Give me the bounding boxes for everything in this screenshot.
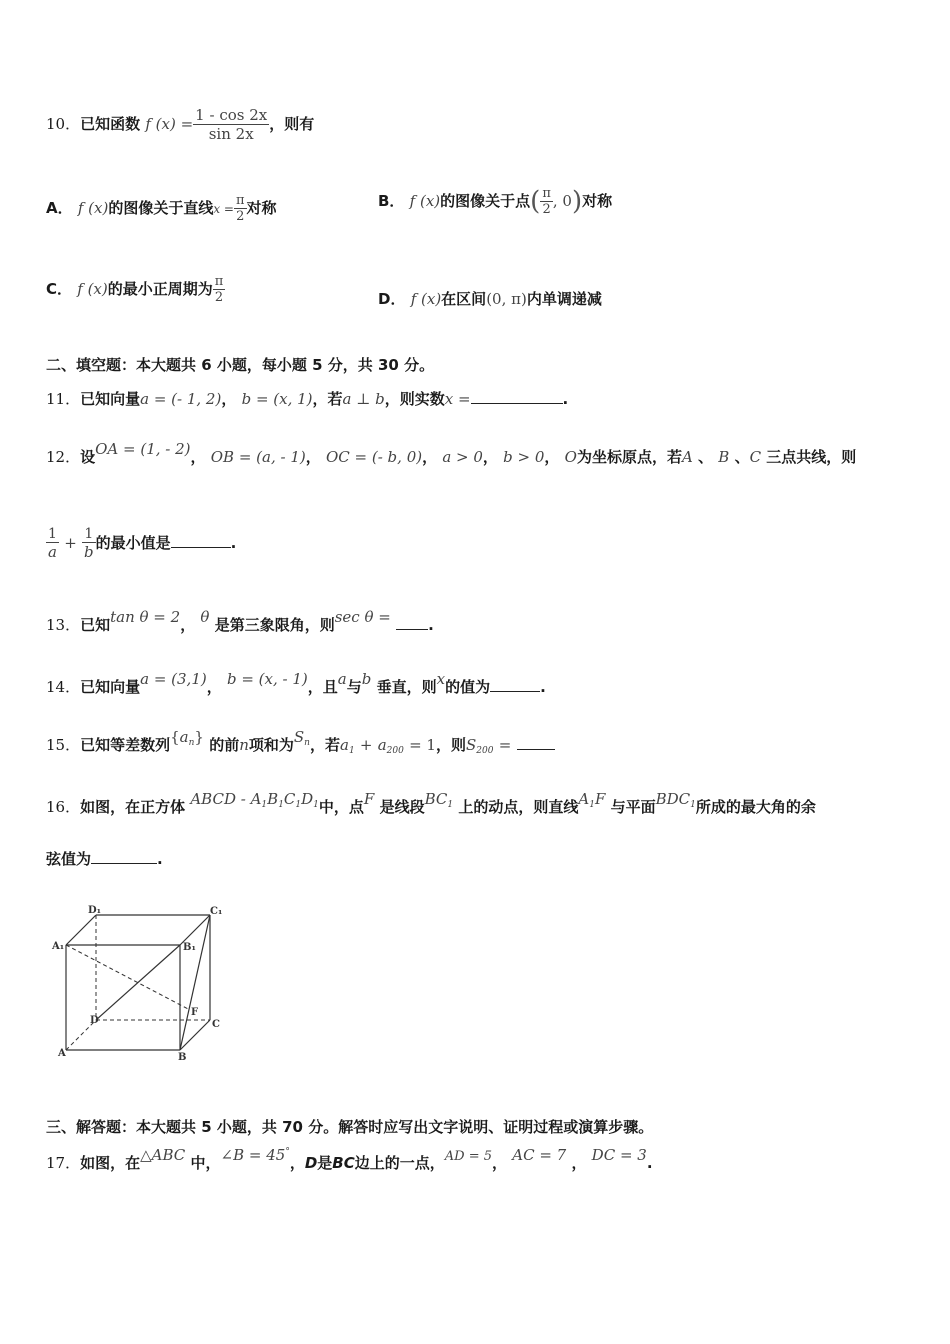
numerator: 1: [46, 526, 59, 543]
question-text: 如图，在: [80, 1154, 141, 1172]
answer-blank[interactable]: [91, 849, 157, 864]
question-text: ，则有: [269, 115, 315, 133]
subscript: 1: [278, 800, 284, 810]
question-text: 三点共线，则: [766, 448, 857, 466]
math-expr: tan θ = 2: [110, 608, 181, 626]
question-text: 的前: [209, 736, 240, 754]
option-text: 对称: [246, 199, 277, 217]
question-12: 12．设OA = (1, - 2)， OB = (a, - 1)， OC = (- b, 0)， a > 0， b > 0， O为坐标原点，若A 、 B 、C 三点共线，则: [46, 440, 857, 466]
segment-bc1: [425, 790, 454, 808]
fraction-1-a: [46, 526, 59, 561]
option-c: [46, 274, 225, 305]
vector-b: b = (x, 1): [241, 390, 313, 408]
label-f: F: [191, 1007, 199, 1018]
paren-open: (: [530, 186, 541, 217]
term-a1: [340, 736, 355, 754]
question-text: 是线段: [379, 798, 425, 816]
plane-bdc1: [656, 790, 696, 808]
question-text: 如图，在正方体: [80, 798, 186, 816]
subscript: n: [304, 738, 310, 748]
section-heading: 二、填空题：本大题共 6 小题，每小题 5 分，共 30 分。: [46, 356, 435, 374]
subscript: 1: [447, 800, 454, 810]
period: .: [646, 1154, 653, 1172]
option-d: [378, 288, 602, 309]
equals-sign: =: [498, 736, 512, 754]
point-d: D: [304, 1154, 318, 1172]
cond-b: b > 0: [503, 448, 545, 466]
label-a: A: [58, 1048, 66, 1059]
answer-blank[interactable]: [396, 615, 428, 630]
question-text: 中，点: [318, 798, 364, 816]
subscript: 1: [295, 800, 302, 810]
math-letter: S: [293, 728, 305, 746]
question-text: 是: [317, 1154, 333, 1172]
edge-b1c1: [180, 915, 210, 945]
question-text: 与: [346, 678, 362, 696]
math-letter: a: [179, 728, 189, 746]
function-expr: f (x): [77, 280, 108, 298]
numerator: π: [235, 193, 245, 208]
option-text: 的最小正周期为: [107, 280, 213, 298]
period: .: [157, 850, 163, 868]
segment-bc1: [180, 915, 210, 1050]
function-expr: f (x): [77, 199, 109, 217]
option-b: [378, 186, 612, 217]
math-letter: A: [578, 790, 590, 808]
edge-bc: [180, 1020, 210, 1050]
question-text: ，则: [435, 736, 466, 754]
function-expr: f (x): [409, 192, 441, 210]
point-a: A: [681, 448, 693, 466]
separator: 、: [698, 448, 714, 466]
period: .: [428, 616, 434, 634]
option-label: C．: [46, 280, 73, 298]
question-text: 所成的最大角的余: [695, 798, 816, 816]
brace-close: }: [194, 728, 204, 746]
math-expr: (0, π): [486, 290, 527, 308]
math-expr: sec θ =: [334, 608, 391, 626]
math-letter: a: [339, 736, 349, 754]
question-text: 已知向量: [80, 390, 141, 408]
line-a1f: [578, 790, 605, 808]
question-text: 的值为: [445, 678, 491, 696]
question-number: 12．: [46, 448, 81, 466]
sum-sn: [294, 728, 310, 746]
function-expr: f (x) =: [145, 115, 194, 133]
question-text: 垂直，则: [376, 678, 437, 696]
fraction: [213, 274, 226, 305]
question-16-cont: [46, 848, 163, 869]
denominator: a: [48, 543, 57, 561]
answer-blank[interactable]: [471, 389, 563, 404]
fraction: [540, 186, 553, 217]
separator: 、: [734, 448, 750, 466]
numerator: π: [214, 274, 224, 289]
period: .: [562, 390, 569, 408]
question-text: 已知函数: [80, 115, 141, 133]
variable-x: x: [436, 670, 446, 688]
option-text: 的图像关于点: [440, 192, 531, 210]
answer-blank[interactable]: [171, 533, 231, 548]
plus-sign: +: [64, 534, 77, 552]
length-ad: AD = 5: [444, 1149, 493, 1164]
period: .: [230, 534, 237, 552]
option-label: B．: [378, 192, 405, 210]
question-text: ，若: [309, 736, 340, 754]
question-number: 16．: [46, 798, 81, 816]
denominator: 2: [236, 209, 245, 224]
math-text: ABCD - A: [190, 790, 262, 808]
question-10: [46, 106, 314, 143]
option-a: [46, 193, 277, 224]
question-text: 设: [80, 448, 96, 466]
question-text: ，若: [312, 390, 343, 408]
label-a1: A₁: [52, 941, 65, 952]
vector-ob: OB = (a, - 1): [210, 448, 306, 466]
math-letter: C: [283, 790, 296, 808]
label-d1: D₁: [88, 905, 102, 916]
question-11: [46, 388, 568, 409]
denominator: b: [84, 543, 94, 561]
cube-figure: [50, 900, 230, 1065]
subscript: 200: [476, 746, 494, 756]
subscript: 200: [386, 746, 404, 756]
numerator: 1: [82, 526, 96, 543]
label-d: D: [90, 1015, 99, 1026]
length-ac: AC = 7: [512, 1146, 567, 1164]
vector-a: a = (- 1, 2): [140, 390, 222, 408]
period: .: [540, 678, 546, 696]
question-text: 与平面: [610, 798, 656, 816]
question-12-cont: [46, 526, 236, 561]
math-letter: F: [594, 790, 606, 808]
question-text: 项和为: [248, 736, 294, 754]
question-17: 17．如图，在△ABC 中，∠B = 45°，D是BC边上的一点，AD = 5， AC = 7 ， DC = 3.: [46, 1146, 653, 1172]
angle-b: [221, 1146, 290, 1164]
question-16: [46, 790, 816, 818]
math-text: BC: [424, 790, 448, 808]
question-text: 弦值为: [46, 850, 92, 868]
subscript: 1: [313, 800, 319, 810]
brace-open: {: [170, 728, 180, 746]
label-b1: B₁: [183, 942, 196, 953]
math-letter: D: [301, 790, 314, 808]
length-dc: DC = 3: [591, 1146, 647, 1164]
math-letter: a: [377, 736, 387, 754]
diagonal-b1d: [96, 945, 180, 1020]
fraction: [193, 106, 269, 143]
subscript: 1: [690, 800, 696, 810]
math-expr: = 1: [409, 736, 436, 754]
question-number: 15．: [46, 736, 81, 754]
subscript: 1: [348, 746, 355, 756]
question-number: 11．: [46, 390, 81, 408]
sequence-an: [180, 728, 195, 746]
question-number: 13．: [46, 616, 81, 634]
degree-sign: °: [285, 1147, 290, 1157]
label-c: C: [212, 1019, 220, 1030]
plus-sign: +: [359, 736, 373, 754]
option-text: 内单调递减: [526, 290, 602, 308]
question-text: ，且: [307, 678, 338, 696]
vector-a-ref: a: [337, 670, 347, 688]
question-number: 10．: [46, 115, 81, 133]
math-expr: , 0: [552, 192, 572, 210]
vector-oa: OA = (1, - 2): [95, 440, 191, 458]
question-number: 14．: [46, 678, 81, 696]
question-text: 已知向量: [80, 678, 141, 696]
subscript: 1: [589, 800, 595, 810]
math-letter: S: [466, 736, 477, 754]
paren-close: ): [571, 186, 583, 217]
option-text: 对称: [582, 192, 613, 210]
question-text: 的最小值是: [95, 534, 171, 552]
vector-b: b = (x, - 1): [226, 670, 308, 688]
function-expr: f (x): [410, 290, 442, 308]
label-b: B: [178, 1052, 187, 1063]
term-a200: [378, 736, 404, 754]
point-o: O: [564, 448, 577, 466]
numerator: π: [542, 186, 551, 201]
vector-a: a = (3,1): [140, 670, 207, 688]
question-text: 为坐标原点，若: [576, 448, 682, 466]
sum-s200: [466, 736, 493, 754]
question-14: 14．已知向量a = (3,1)， b = (x, - 1)，且a与b 垂直，则x的值为 .: [46, 670, 546, 696]
option-label: D．: [378, 290, 406, 308]
cube-name: [190, 790, 319, 808]
segment-bc: BC: [332, 1154, 355, 1172]
question-text: ，则实数: [384, 390, 445, 408]
numerator: 1 - cos 2x: [195, 106, 268, 124]
question-15: [46, 728, 555, 756]
point-c: C: [749, 448, 762, 466]
separator: ，: [221, 390, 237, 408]
denominator: 2: [214, 290, 224, 305]
math-expr: x =: [213, 202, 234, 216]
option-text: 的图像关于直线: [108, 199, 214, 217]
cond-a: a > 0: [442, 448, 483, 466]
fraction: [234, 193, 247, 224]
denominator: sin 2x: [208, 125, 254, 143]
math-text: ∠B = 45: [220, 1146, 286, 1164]
question-text: 中，: [190, 1154, 221, 1172]
triangle-abc: △ABC: [140, 1146, 186, 1164]
question-text: 已知: [80, 616, 111, 634]
math-expr: x =: [444, 390, 471, 408]
segment-a1f: [66, 945, 190, 1010]
question-text: 上的动点，则直线: [458, 798, 579, 816]
answer-blank[interactable]: [517, 735, 555, 750]
question-text: 是第三象限角，则: [214, 616, 335, 634]
separator: ，: [289, 1154, 305, 1172]
variable-n: n: [239, 736, 249, 754]
vector-b-ref: b: [361, 670, 372, 688]
subscript: 1: [261, 800, 268, 810]
section-heading: 三、解答题：本大题共 5 小题，共 70 分。解答时应写出文字说明、证明过程或演算步骤。: [46, 1118, 654, 1136]
option-text: 在区间: [441, 290, 487, 308]
question-13: 13．已知tan θ = 2， θ 是第三象限角，则sec θ = .: [46, 608, 434, 634]
question-number: 17．: [46, 1154, 81, 1172]
question-text: 已知等差数列: [80, 736, 171, 754]
math-expr: a ⊥ b: [342, 390, 385, 408]
option-label: A．: [46, 199, 73, 217]
subscript: n: [188, 738, 195, 748]
edge-a1d1: [66, 915, 96, 945]
fraction-1-b: [82, 526, 96, 561]
math-text: BDC: [655, 790, 691, 808]
question-text: 边上的一点，: [354, 1154, 445, 1172]
label-c1: C₁: [210, 906, 223, 917]
denominator: 2: [542, 202, 551, 217]
theta: θ: [200, 608, 210, 626]
point-b: B: [718, 448, 730, 466]
point-f: F: [363, 790, 375, 808]
vector-oc: OC = (- b, 0): [325, 448, 423, 466]
answer-blank[interactable]: [490, 677, 540, 692]
math-letter: B: [267, 790, 279, 808]
